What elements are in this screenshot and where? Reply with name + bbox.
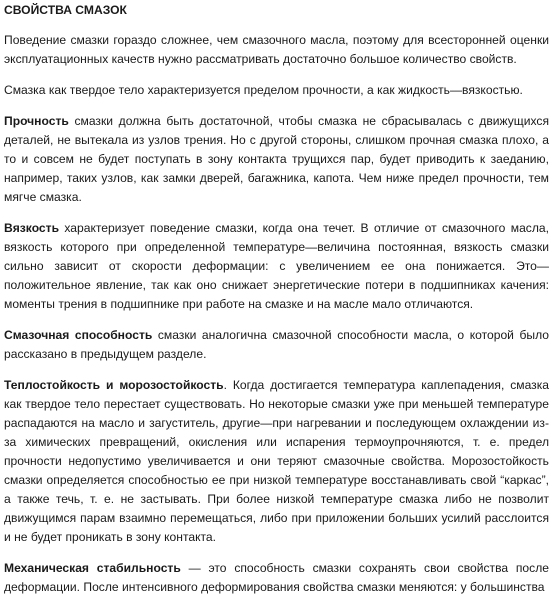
paragraph-mechanical-stability: [4, 559, 549, 597]
paragraph-heat-frost: [4, 376, 549, 547]
paragraph-solid-liquid: [4, 81, 549, 100]
term-viscosity: Вязкость: [4, 221, 60, 235]
term-lubricity: Смазочная способность: [4, 328, 153, 342]
term-heat-frost: Теплостойкость и морозостойкость: [4, 378, 224, 392]
document-page: [4, 0, 549, 597]
paragraph-intro: [4, 31, 549, 69]
page-title: СВОЙСТВА СМАЗОК: [4, 3, 127, 17]
paragraph-lubricity: [4, 326, 549, 364]
paragraph-text: . Когда достигается температура каплепадения, смазка как твердое тело перестает существовать. Но некоторые смазки уже при меньшей температуре распадаются на масло и загуститель, другие—при нагревании и последующем охлаждении из-за химических превращений, окисления или испарения термоупрочняются, т. е. предел прочности недопустимо увеличивается и они теряют смазочные свойства. Морозостойкость смазки определяется способностью ее при низкой температуре восстанавливать свой “каркас”, а также течь, т. е. не застывать. При более низкой температуре смазка либо не позволит движущимся парам взаимно перемещаться, либо при приложении больших усилий расслоится и не будет проникать в зону контакта.: [4, 378, 549, 544]
paragraph-text: — это способность смазки сохранять свои свойства после деформации. После интенсивного деформирования свойства смазки меняются: у большинства: [4, 561, 549, 594]
term-strength: Прочность: [4, 114, 69, 128]
term-mechanical-stability: Механическая стабильность: [4, 561, 181, 575]
paragraph-text: смазки аналогична смазочной способности масла, о которой было рассказано в предыдущем разделе.: [4, 328, 550, 361]
paragraph-text: характеризует поведение смазки, когда она течет. В отличие от смазочного масла, вязкость которого при определенной температуре—величина постоянная, вязкость смазки сильно зависит от скорости деформации: с увеличением ее она понижается. Это—положительное явление, так как оно снижает энергетические потери в подшипниках качения: моменты трения в подшипнике при работе на смазке и на масле мало отличаются.: [4, 221, 549, 311]
paragraph-text: Поведение смазки гораздо сложнее, чем смазочного масла, поэтому для всесторонней оценки эксплуатационных качеств нужно рассматривать достаточно большое количество свойств.: [4, 33, 549, 66]
paragraph-strength: [4, 112, 549, 207]
paragraph-viscosity: [4, 219, 549, 314]
paragraph-text: Смазка как твердое тело характеризуется пределом прочности, а как жидкость—вязкостью.: [4, 83, 523, 97]
paragraph-text: смазки должна быть достаточной, чтобы смазка не сбрасывалась с движущихся деталей, не вытекала из узлов трения. Но с другой стороны, слишком прочная смазка плохо, а то и совсем не будет поступать в зону контакта трущихся пар, будет приводить к заеданию, например, таких узлов, как замки дверей, багажника, капота. Чем ниже предел прочности, тем мягче смазка.: [4, 114, 549, 204]
